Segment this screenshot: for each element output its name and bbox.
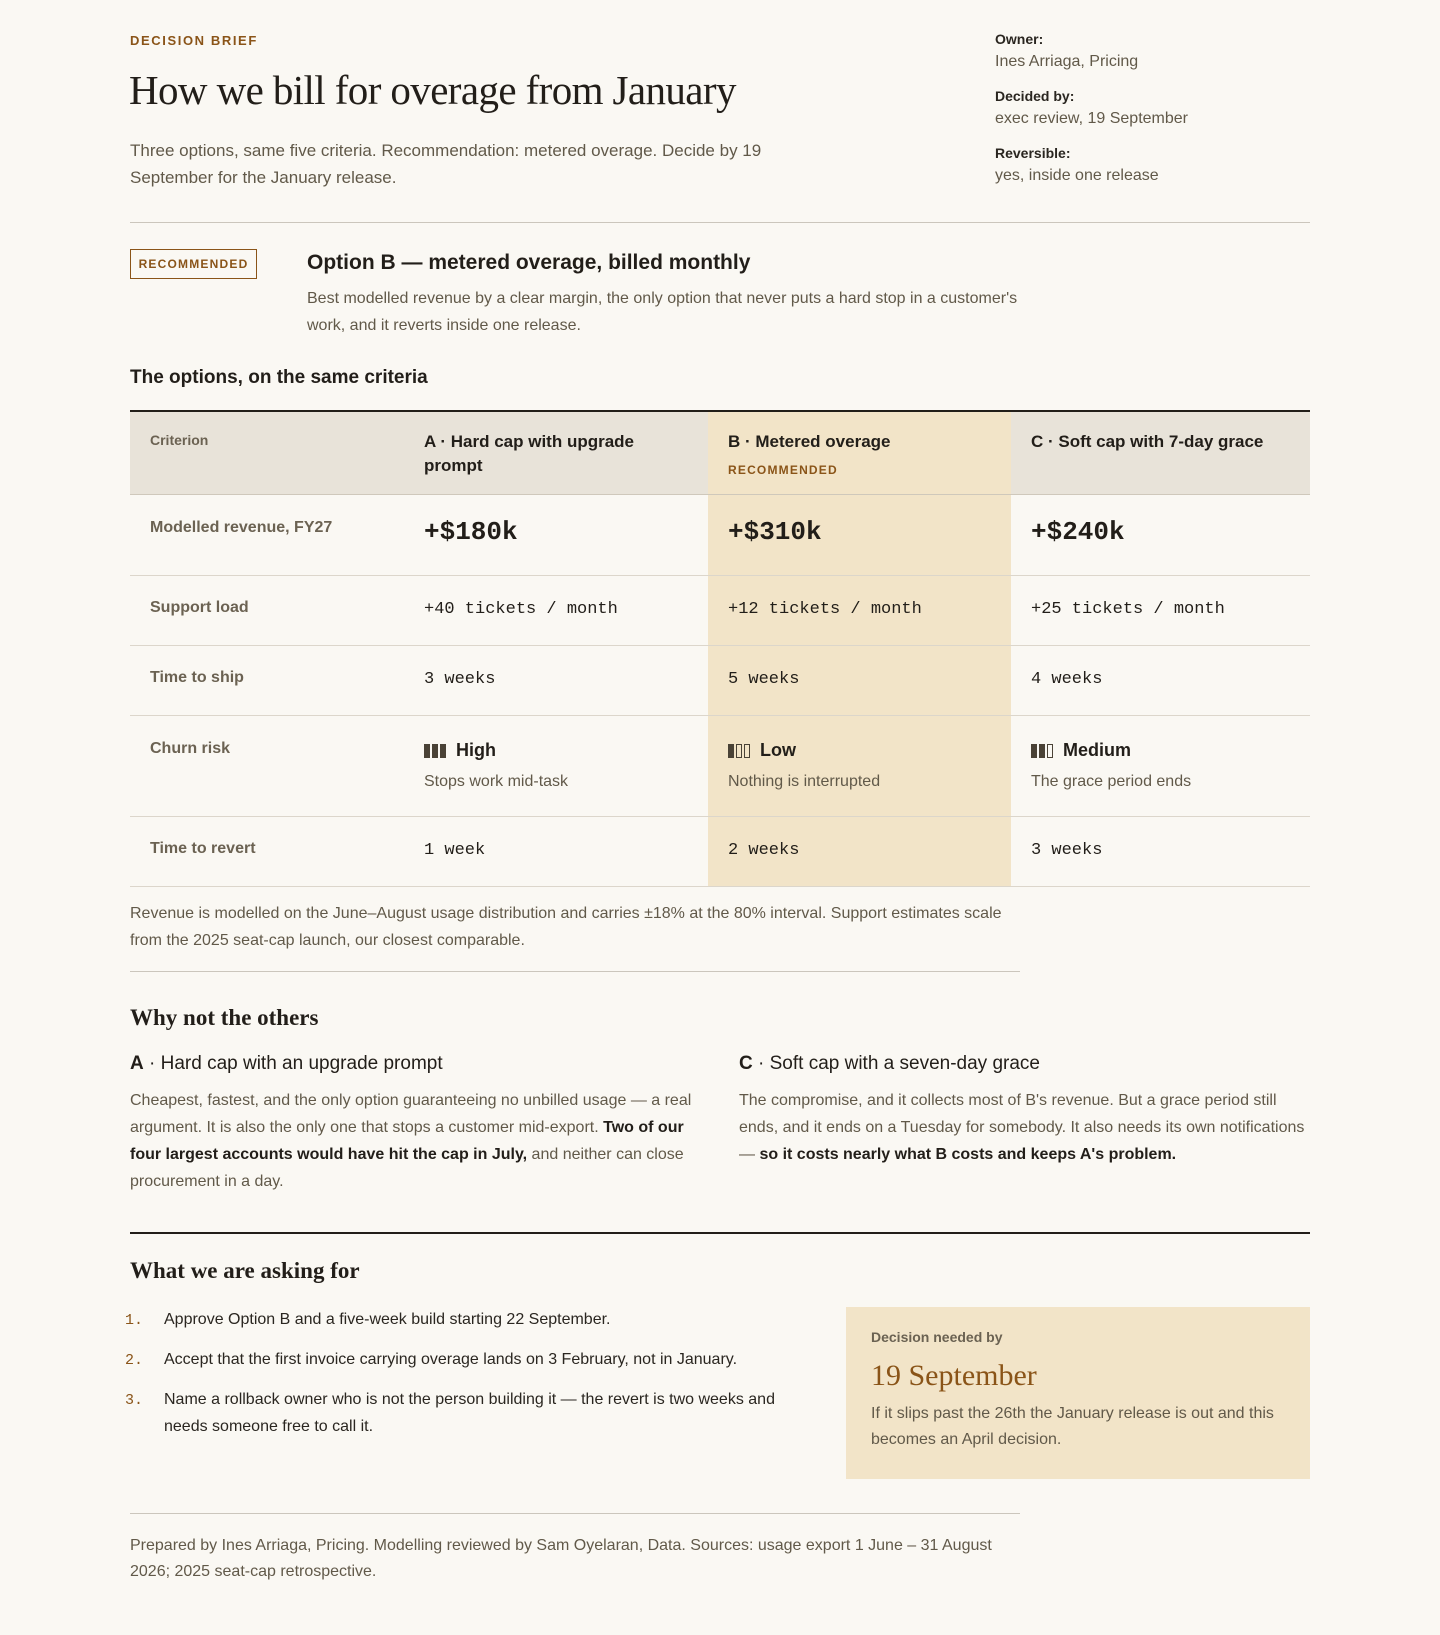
meta-owner-key: Owner: [995, 31, 1044, 47]
why-not-heading: Why not the others [130, 1005, 319, 1030]
list-item [124, 1306, 784, 1333]
table-footnote: Revenue is modelled on the June–August usage distribution and carries ±18% at the 80% interval. Support estimates scale from the 2025 seat-cap launch, our closest comparable. [130, 905, 1002, 949]
meta-reversible-key: Reversible: [995, 145, 1071, 161]
criterion-time-to-revert: Time to revert [150, 840, 256, 857]
risk-bar-empty [736, 744, 742, 758]
risk-meter-icon [1031, 744, 1053, 758]
doc-kicker: DECISION BRIEF [130, 33, 258, 48]
list-item [124, 1346, 784, 1373]
asks-list [124, 1306, 784, 1453]
risk-meter-icon [728, 744, 750, 758]
ask-number: 1. [125, 1312, 144, 1329]
page-title: How we bill for overage from January [129, 67, 736, 113]
risk-bar-empty [1047, 744, 1053, 758]
ask-number: 3. [125, 1392, 144, 1409]
option-a-label: A · Hard cap with upgrade prompt [424, 432, 635, 475]
churn-level-c: Medium [1063, 740, 1132, 760]
revenue-option-b: +$310k [708, 495, 1011, 575]
revert-option-b: 2 weeks [708, 817, 1011, 886]
credits-footer: Prepared by Ines Arriaga, Pricing. Modelling reviewed by Sam Oyelaran, Data. Sources: usage export 1 June – 31 August 2026; 2025 seat-cap retrospective. [130, 1537, 992, 1580]
revenue-option-c: +$240k [1031, 517, 1125, 547]
deadline-note: If it slips past the 26th the January release is out and this becomes an April decision. [871, 1405, 1274, 1448]
lede-summary: Three options, same five criteria. Recommendation: metered overage. Decide by 19 September for the January release. [130, 141, 762, 187]
support-option-a: +40 tickets / month [424, 600, 618, 619]
option-b-label: B · Metered overage [728, 432, 891, 451]
recommendation-body: Best modelled revenue by a clear margin, the only option that never puts a hard stop in a customer's work, and it reverts inside one release. [307, 290, 1018, 334]
asks-heading: What we are asking for [130, 1258, 360, 1283]
list-item [124, 1386, 784, 1440]
risk-bar-empty [744, 744, 750, 758]
meta-panel [995, 31, 1188, 202]
recommendation-title: Option B — metered overage, billed monthly [307, 251, 751, 274]
criterion-revenue: Modelled revenue, FY27 [150, 519, 333, 536]
comparison-heading: The options, on the same criteria [130, 367, 428, 388]
option-b-header [708, 412, 1011, 494]
option-c-label: C · Soft cap with 7-day grace [1031, 432, 1264, 451]
table-row [130, 646, 1310, 716]
ask-number: 2. [125, 1352, 144, 1369]
criterion-column-header: Criterion [150, 432, 209, 448]
criterion-time-to-ship: Time to ship [150, 669, 244, 686]
churn-level-a: High [456, 740, 496, 760]
why-c-body: The compromise, and it collects most of B's revenue. But a grace period still ends, and it ends on a Tuesday for somebody. It also needs its own notifications — so it costs nearly what B costs and keeps A's problem. [739, 1092, 1305, 1163]
table-row [130, 576, 1310, 646]
risk-bar-filled [728, 744, 734, 758]
ask-text: Approve Option B and a five-week build starting 22 September. [164, 1311, 611, 1328]
meta-reversible-value: yes, inside one release [995, 167, 1159, 184]
support-option-c: +25 tickets / month [1031, 600, 1225, 619]
support-option-b: +12 tickets / month [708, 576, 1011, 645]
risk-bar-filled [1031, 744, 1037, 758]
ship-option-b: 5 weeks [708, 646, 1011, 715]
meta-owner-value: Ines Arriaga, Pricing [995, 53, 1139, 70]
why-c-title: C · Soft cap with a seven-day grace [739, 1053, 1040, 1074]
risk-bar-filled [1039, 744, 1045, 758]
risk-bar-filled [432, 744, 438, 758]
option-b-recommended-tag: RECOMMENDED [728, 463, 838, 477]
table-header-row [130, 410, 1310, 495]
ship-option-a: 3 weeks [424, 670, 496, 689]
meta-decided-key: Decided by: [995, 88, 1075, 104]
churn-option-b [708, 716, 1011, 816]
decision-deadline-callout [846, 1307, 1310, 1479]
deadline-label: Decision needed by [871, 1329, 1003, 1345]
header-divider [130, 222, 1310, 223]
option-c-header [1011, 412, 1310, 494]
criterion-churn-risk: Churn risk [150, 740, 231, 757]
churn-note-a: Stops work mid-task [424, 773, 569, 790]
churn-option-a [404, 716, 708, 816]
why-a-body: Cheapest, fastest, and the only option guaranteeing no unbilled usage — a real argument. It is also the only one that stops a customer mid-export. Two of our four largest accounts would have hit the cap in July, and neither can close procurement in a day. [130, 1092, 692, 1190]
meta-decided-value: exec review, 19 September [995, 110, 1188, 127]
table-row [130, 495, 1310, 576]
risk-meter-icon [424, 744, 446, 758]
criterion-support-load: Support load [150, 599, 249, 616]
churn-option-c [1011, 716, 1310, 816]
footnote-divider [130, 971, 1020, 972]
deadline-date: 19 September [871, 1359, 1037, 1392]
recommended-badge: RECOMMENDED [130, 249, 257, 279]
credits-divider [130, 1513, 1020, 1514]
revenue-option-a: +$180k [424, 517, 518, 547]
risk-bar-filled [424, 744, 430, 758]
revert-option-c: 3 weeks [1031, 841, 1103, 860]
table-row [130, 716, 1310, 817]
churn-level-b: Low [760, 740, 796, 760]
option-a-header [404, 412, 708, 494]
ship-option-c: 4 weeks [1031, 670, 1103, 689]
why-not-option-a [130, 1053, 700, 1195]
churn-note-c: The grace period ends [1031, 773, 1192, 790]
ask-text: Accept that the first invoice carrying overage lands on 3 February, not in January. [164, 1351, 738, 1368]
why-a-title: A · Hard cap with an upgrade prompt [130, 1053, 443, 1074]
table-row [130, 817, 1310, 887]
asks-divider [130, 1232, 1310, 1234]
options-table [130, 410, 1310, 887]
churn-note-b: Nothing is interrupted [728, 773, 881, 790]
revert-option-a: 1 week [424, 841, 486, 860]
risk-bar-filled [440, 744, 446, 758]
why-not-option-c [739, 1053, 1309, 1168]
ask-text: Name a rollback owner who is not the person building it — the revert is two weeks and needs someone free to call it. [164, 1391, 775, 1435]
